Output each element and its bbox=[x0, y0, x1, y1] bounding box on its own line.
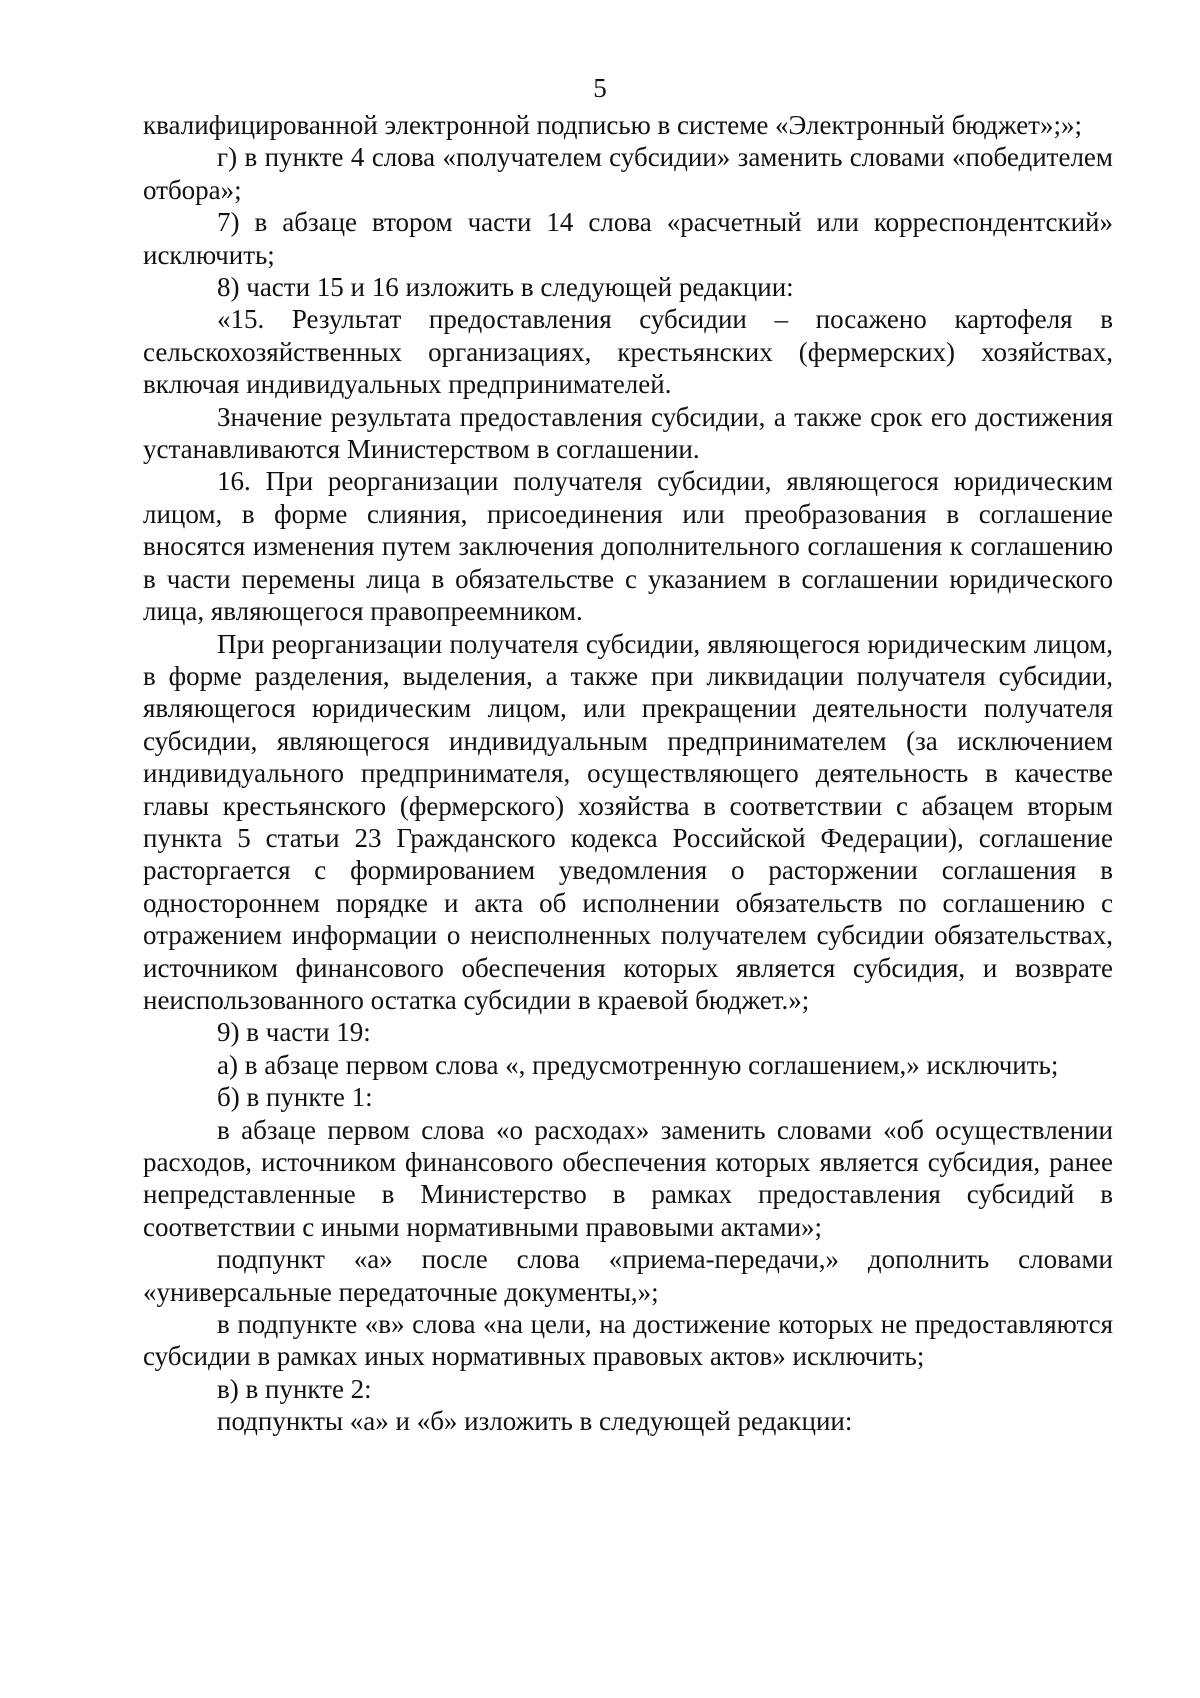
paragraph-part-15: «15. Результат предоставления субсидии – посажено картофеля в сельскохозяйственных организациях, крестьянских (фермерских) хозяйствах, включая индивидуальных предпринимателей. bbox=[143, 304, 1113, 400]
paragraph-item-9b: б) в пункте 1: bbox=[217, 1082, 373, 1113]
paragraph-result-value: Значение результата предоставления субсидии, а также срок его достижения устанавливаются Министерством в соглашении. bbox=[143, 401, 1113, 465]
paragraph-item-8: 8) части 15 и 16 изложить в следующей редакции: bbox=[217, 272, 794, 303]
paragraph-continuation: квалифицированной электронной подписью в системе «Электронный бюджет»;»; bbox=[143, 110, 1082, 140]
document-body bbox=[143, 109, 1113, 1438]
paragraph-first-abzats: в абзаце первом слова «о расходах» заменить словами «об осуществлении расходов, источником финансового обеспечения которых является субсидия, ранее непредставленные в Министерство в рамках предоставления субсидий в соответствии с иными нормативными правовыми актами»; bbox=[143, 1114, 1113, 1242]
page-number: 5 bbox=[593, 73, 607, 103]
paragraph-subitem-v: в подпункте «в» слова «на цели, на достижение которых не предоставляются субсидии в рамках иных нормативных правовых актов» исключить; bbox=[143, 1309, 1113, 1372]
paragraph-item-9v: в) в пункте 2: bbox=[217, 1373, 372, 1404]
paragraph-item-9a: а) в абзаце первом слова «, предусмотренную соглашением,» исключить; bbox=[217, 1049, 1059, 1080]
paragraph-item-7: 7) в абзаце втором части 14 слова «расчетный или корреспондентский» исключить; bbox=[143, 207, 1113, 270]
paragraph-subitems-a-b: подпункты «а» и «б» изложить в следующей редакции: bbox=[217, 1406, 853, 1437]
paragraph-item-9: 9) в части 19: bbox=[217, 1017, 371, 1048]
paragraph-item-g: г) в пункте 4 слова «получателем субсидии» заменить словами «победителем отбора»; bbox=[143, 142, 1113, 205]
paragraph-part-16: 16. При реорганизации получателя субсидии, являющегося юридическим лицом, в форме слияния, присоединения или преобразования в соглашение вносятся изменения путем заключения дополнительного соглашения к соглашению в части перемены лица в обязательстве с указанием в соглашении юридического лица, являющегося правопреемником. bbox=[143, 466, 1113, 627]
paragraph-reorganization: При реорганизации получателя субсидии, являющегося юридическим лицом, в форме разделения, выделения, а также при ликвидации получателя субсидии, являющегося юридическим лицом, или прекращении деятельности получателя субсидии, являющегося индивидуальным предпринимателем (за исключением индивидуального предпринимателя, осуществляющего деятельность в качестве главы крестьянского (фермерского) хозяйства в соответствии с абзацем вторым пункта 5 статьи 23 Гражданского кодекса Российской Федерации), соглашение расторгается с формированием уведомления о расторжении соглашения в одностороннем порядке и акта об исполнении обязательств по соглашению с отражением информации о неисполненных получателем субсидии обязательствах, источником финансового обеспечения которых является субсидия, и возврате неиспользованного остатка субсидии в краевой бюджет.»; bbox=[143, 628, 1113, 1015]
paragraph-subitem-a: подпункт «а» после слова «приема-передачи,» дополнить словами «универсальные передаточные документы,»; bbox=[143, 1244, 1113, 1307]
